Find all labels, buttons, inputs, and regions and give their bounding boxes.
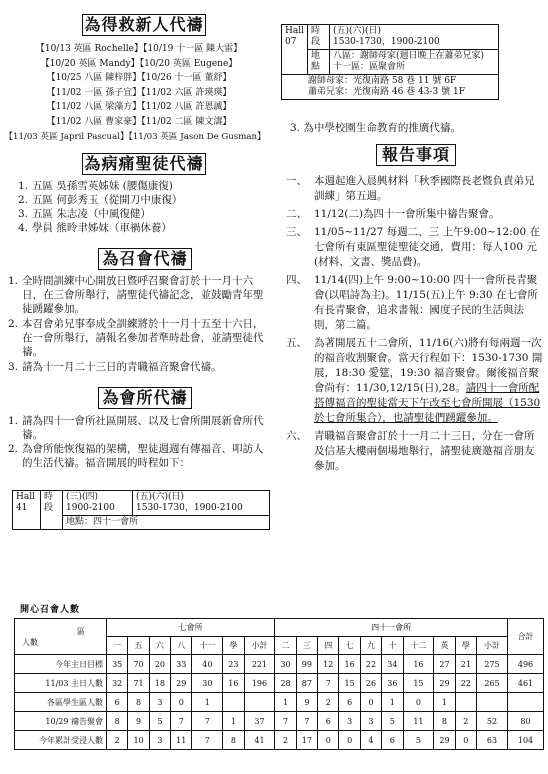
group-header: 四十一會所 <box>275 619 508 637</box>
table-cell: 2 <box>455 712 476 731</box>
table-cell: 22 <box>455 674 476 693</box>
table-cell: 7 <box>296 712 317 731</box>
table-cell: 16 <box>403 655 434 674</box>
table-row <box>15 731 544 750</box>
table-cell: 52 <box>477 712 508 731</box>
school-note: 3. 為中學校園生命教育的推廣代禱。 <box>290 122 461 134</box>
table-row <box>15 712 544 731</box>
table-cell: 16 <box>223 674 244 693</box>
stats-table <box>14 618 544 750</box>
table-cell <box>223 693 244 712</box>
table-cell: 6 <box>339 693 360 712</box>
time-label: 時段 <box>308 25 330 50</box>
table-cell: 275 <box>477 655 508 674</box>
table-cell: 7 <box>192 731 223 750</box>
row-label: 各區學生區人數 <box>15 693 107 712</box>
table-cell: 27 <box>434 655 455 674</box>
sick-title: 為病痛聖徒代禱 <box>82 153 206 175</box>
sched-day: (五)(六)(日) 1530-1730，1900-2100 <box>330 25 499 50</box>
row-label: 今年累計受浸人數 <box>15 731 107 750</box>
meetings-list <box>8 274 270 375</box>
table-cell: 196 <box>244 674 275 693</box>
table-row <box>15 674 544 693</box>
list-item: 1. 全時間訓練中心開放日暨呼召聚會訂於十一月十六日，在三會所舉行，請聖徒代禱記念，並鼓勵青年聖徒踴躍參加。 <box>8 275 264 315</box>
column-header: 小計 <box>477 637 508 655</box>
table-cell: 8 <box>107 712 128 731</box>
table-cell: 4 <box>360 731 381 750</box>
table-cell: 99 <box>296 655 317 674</box>
table-cell: 8 <box>434 712 455 731</box>
table-cell: 5 <box>149 712 170 731</box>
table-cell: 11 <box>403 712 434 731</box>
reports-list <box>286 174 544 477</box>
column-header: 十二 <box>403 637 434 655</box>
table-cell: 2 <box>318 693 339 712</box>
row-label: 11/03 主日人數 <box>15 674 107 693</box>
table-cell: 16 <box>339 655 360 674</box>
table-cell: 8 <box>223 731 244 750</box>
table-cell: 35 <box>107 655 128 674</box>
table-cell: 33 <box>171 655 192 674</box>
table-cell: 30 <box>275 655 296 674</box>
row-label: 今年主日目標 <box>15 655 107 674</box>
table-cell: 17 <box>296 731 317 750</box>
total-cell: 80 <box>508 712 544 731</box>
newcomer-line: 【11/03 英區 Japril Pascual】【11/03 英區 Jason De Gusman】 <box>4 131 266 142</box>
column-header: 四 <box>318 637 339 655</box>
church-title: 為會所代禱 <box>98 387 192 409</box>
newcomer-line: 【10/13 英區 Rochelle】【10/19 十一區 陳大雷】 <box>35 44 243 54</box>
table-cell: 21 <box>455 655 476 674</box>
place-cell: 八區：謝師母家(週日晚上在蕭弟兄家) 十一區：區聚會所 <box>330 50 499 75</box>
table-cell: 9 <box>296 693 317 712</box>
table-cell: 20 <box>149 655 170 674</box>
total-header: 合計 <box>508 619 544 655</box>
table-cell: 265 <box>477 674 508 693</box>
table-cell: 6 <box>107 693 128 712</box>
table-cell: 221 <box>244 655 275 674</box>
list-item: 1. 五區 吳孫雪英姊妹 (腰傷康復) <box>18 180 173 192</box>
table-cell: 2 <box>107 731 128 750</box>
table-cell: 3 <box>149 693 170 712</box>
column-header: 十一 <box>192 637 223 655</box>
table-cell: 32 <box>107 674 128 693</box>
table-cell: 1 <box>434 693 455 712</box>
table-cell: 34 <box>382 655 403 674</box>
table-cell: 7 <box>192 712 223 731</box>
time-label: 時段 <box>41 491 63 530</box>
table-cell <box>455 693 476 712</box>
table-cell: 0 <box>171 693 192 712</box>
table-cell: 1 <box>382 693 403 712</box>
newcomer-line: 【10/20 英區 Mandy】【10/20 英區 Eugene】 <box>40 58 238 69</box>
column-header: 一 <box>107 637 128 655</box>
address-cell: 謝師母家：光復南路 58 巷 11 號 6F 蕭弟兄家：光復南路 46 巷 43-3 號 1F <box>282 75 499 100</box>
total-cell: 496 <box>508 655 544 674</box>
column-header: 學 <box>223 637 244 655</box>
list-item: 3. 請為十一月二十三日的青職福音聚會代禱。 <box>8 361 222 373</box>
column-header: 十 <box>382 637 403 655</box>
newcomers-list <box>4 42 274 144</box>
stats-caption: 開心召會人數 <box>20 605 81 615</box>
column-header: 英 <box>434 637 455 655</box>
table-cell: 18 <box>149 674 170 693</box>
meetings-title: 為召會代禱 <box>98 248 192 270</box>
table-cell: 8 <box>128 693 149 712</box>
sched-day: (五)(六)(日) 1530-1730，1900-2100 <box>133 491 270 516</box>
table-cell: 63 <box>477 731 508 750</box>
table-cell: 29 <box>434 674 455 693</box>
row-label: 10/29 禱告聚會 <box>15 712 107 731</box>
table-cell: 5 <box>382 712 403 731</box>
table-cell: 71 <box>128 674 149 693</box>
list-item: 1. 請為四十一會所社區開展、以及七會所開展新會所代禱。 <box>8 415 264 441</box>
list-item: 2. 五區 何彭秀玉（從開刀中康復） <box>18 194 183 206</box>
table-cell: 7 <box>318 674 339 693</box>
table-cell: 0 <box>403 693 434 712</box>
table-cell: 3 <box>339 712 360 731</box>
table-cell: 70 <box>128 655 149 674</box>
table-cell: 29 <box>171 674 192 693</box>
sched-day: (三)(四) 1900-2100 <box>63 491 133 516</box>
report-item: 四、 11/14(四)上午 9:00~10:00 四十一會所長青聚會(以唱詩為主)。11/15(五)上午 9:30 在七會所有長青聚會，追求書報：國度子民的生活與法則，第二篇。 <box>286 274 538 331</box>
schedule-left-table <box>12 490 270 530</box>
list-item: 4. 學員 熊昤聿姊妹（車禍休養） <box>18 222 172 234</box>
table-cell: 0 <box>360 693 381 712</box>
table-cell: 41 <box>244 731 275 750</box>
sick-list <box>18 179 268 235</box>
report-item: 六、 青職福音聚會訂於十一月二十三日，分在一會所及信基大樓兩個場地舉行，請聖徒廣邀福音朋友參加。 <box>286 430 535 472</box>
table-cell: 30 <box>192 674 223 693</box>
list-item: 2. 本召會弟兄事奉成全訓練將於十一月十五至十六日，在一會所舉行，請報名參加者準時赴會，並請聖徒代禱。 <box>8 318 264 358</box>
table-cell: 7 <box>275 712 296 731</box>
list-item: 2. 為會所能恢復福的架構，聖徒週週有傳福音、叩訪人的生活代禱。福音開展的時程如下： <box>8 443 264 469</box>
table-cell: 7 <box>171 712 192 731</box>
table-cell: 1 <box>275 693 296 712</box>
table-cell: 5 <box>403 731 434 750</box>
column-header: 六 <box>149 637 170 655</box>
table-cell: 23 <box>223 655 244 674</box>
place-label: 地點 <box>308 50 330 75</box>
report-item: 一、 本週起進入晨興材料「秋季國際長老暨負責弟兄訓練」第五週。 <box>286 175 535 202</box>
table-cell: 3 <box>149 731 170 750</box>
table-cell: 15 <box>339 674 360 693</box>
table-cell: 0 <box>339 731 360 750</box>
list-item: 3. 五區 朱志凌（中風復健） <box>18 208 151 220</box>
table-cell: 6 <box>318 712 339 731</box>
table-cell: 29 <box>434 731 455 750</box>
header-corner: 區 人數 <box>15 619 107 655</box>
table-cell: 10 <box>128 731 149 750</box>
column-header: 七 <box>339 637 360 655</box>
table-cell: 28 <box>275 674 296 693</box>
column-header: 八 <box>171 637 192 655</box>
column-header: 學 <box>455 637 476 655</box>
table-cell: 40 <box>192 655 223 674</box>
column-header: 九 <box>360 637 381 655</box>
newcomer-line: 【11/02 一區 孫子宜】【11/02 六區 許瑛瑛】 <box>46 87 232 98</box>
table-row <box>15 655 544 674</box>
table-cell: 26 <box>360 674 381 693</box>
table-cell: 3 <box>360 712 381 731</box>
column-header: 五 <box>128 637 149 655</box>
report-item: 二、 11/12(二)為四十一會所集中禱告聚會。 <box>286 208 500 220</box>
report-item: 五、 為著開展五十二會所，11/16(六)將有每兩週一次的福音收割聚會。當天行程如下：1530-1730 開展，18:30 愛筵，19:30 福音聚會。爾後福音聚會尚有：11/30,12/15(日),28。請四十一會所配搭傳福音的聖徒當天下午改至七會所開展（1530 於七會所集合），也請聖徒們踴躍參加。 <box>286 337 543 424</box>
place-cell: 地點：四十一會所 <box>63 516 270 530</box>
total-cell: 104 <box>508 731 544 750</box>
table-cell: 11 <box>171 731 192 750</box>
reports-title: 報告事項 <box>376 144 456 166</box>
column-header: 二 <box>275 637 296 655</box>
schedule-right-table <box>281 24 499 100</box>
table-cell <box>477 693 508 712</box>
hall-cell: Hall 07 <box>282 25 308 75</box>
table-cell: 9 <box>128 712 149 731</box>
church-list <box>8 414 270 470</box>
table-cell: 0 <box>455 731 476 750</box>
table-cell: 87 <box>296 674 317 693</box>
newcomers-title: 為得救新人代禱 <box>82 14 206 36</box>
table-cell: 12 <box>318 655 339 674</box>
column-header: 三 <box>296 637 317 655</box>
table-cell: 2 <box>275 731 296 750</box>
table-cell: 15 <box>403 674 434 693</box>
group-header: 七會所 <box>107 619 275 637</box>
table-cell: 1 <box>192 693 223 712</box>
hall-cell: Hall 41 <box>13 491 41 530</box>
table-cell: 37 <box>244 712 275 731</box>
table-cell: 6 <box>382 731 403 750</box>
table-cell: 36 <box>382 674 403 693</box>
table-row <box>15 693 544 712</box>
newcomer-line: 【11/02 八區 曹家豪】【11/02 二區 陳文濤】 <box>46 116 232 127</box>
newcomer-line: 【10/25 八區 陳梓胖】【10/26 十一區 董舒】 <box>46 73 232 84</box>
report-item: 三、 11/05~11/27 每週二、三 上午9:00~12:00 在七會所有東區聖徒聖徒交通，費用：每人100 元(材料、文書、獎品費)。 <box>286 226 540 268</box>
table-cell: 22 <box>360 655 381 674</box>
table-cell <box>244 693 275 712</box>
table-cell: 0 <box>318 731 339 750</box>
total-cell <box>508 693 544 712</box>
newcomer-line: 【11/02 八區 梁藻方】【11/02 八區 許恩誠】 <box>46 102 232 113</box>
total-cell: 461 <box>508 674 544 693</box>
table-cell: 1 <box>223 712 244 731</box>
column-header: 小計 <box>244 637 275 655</box>
